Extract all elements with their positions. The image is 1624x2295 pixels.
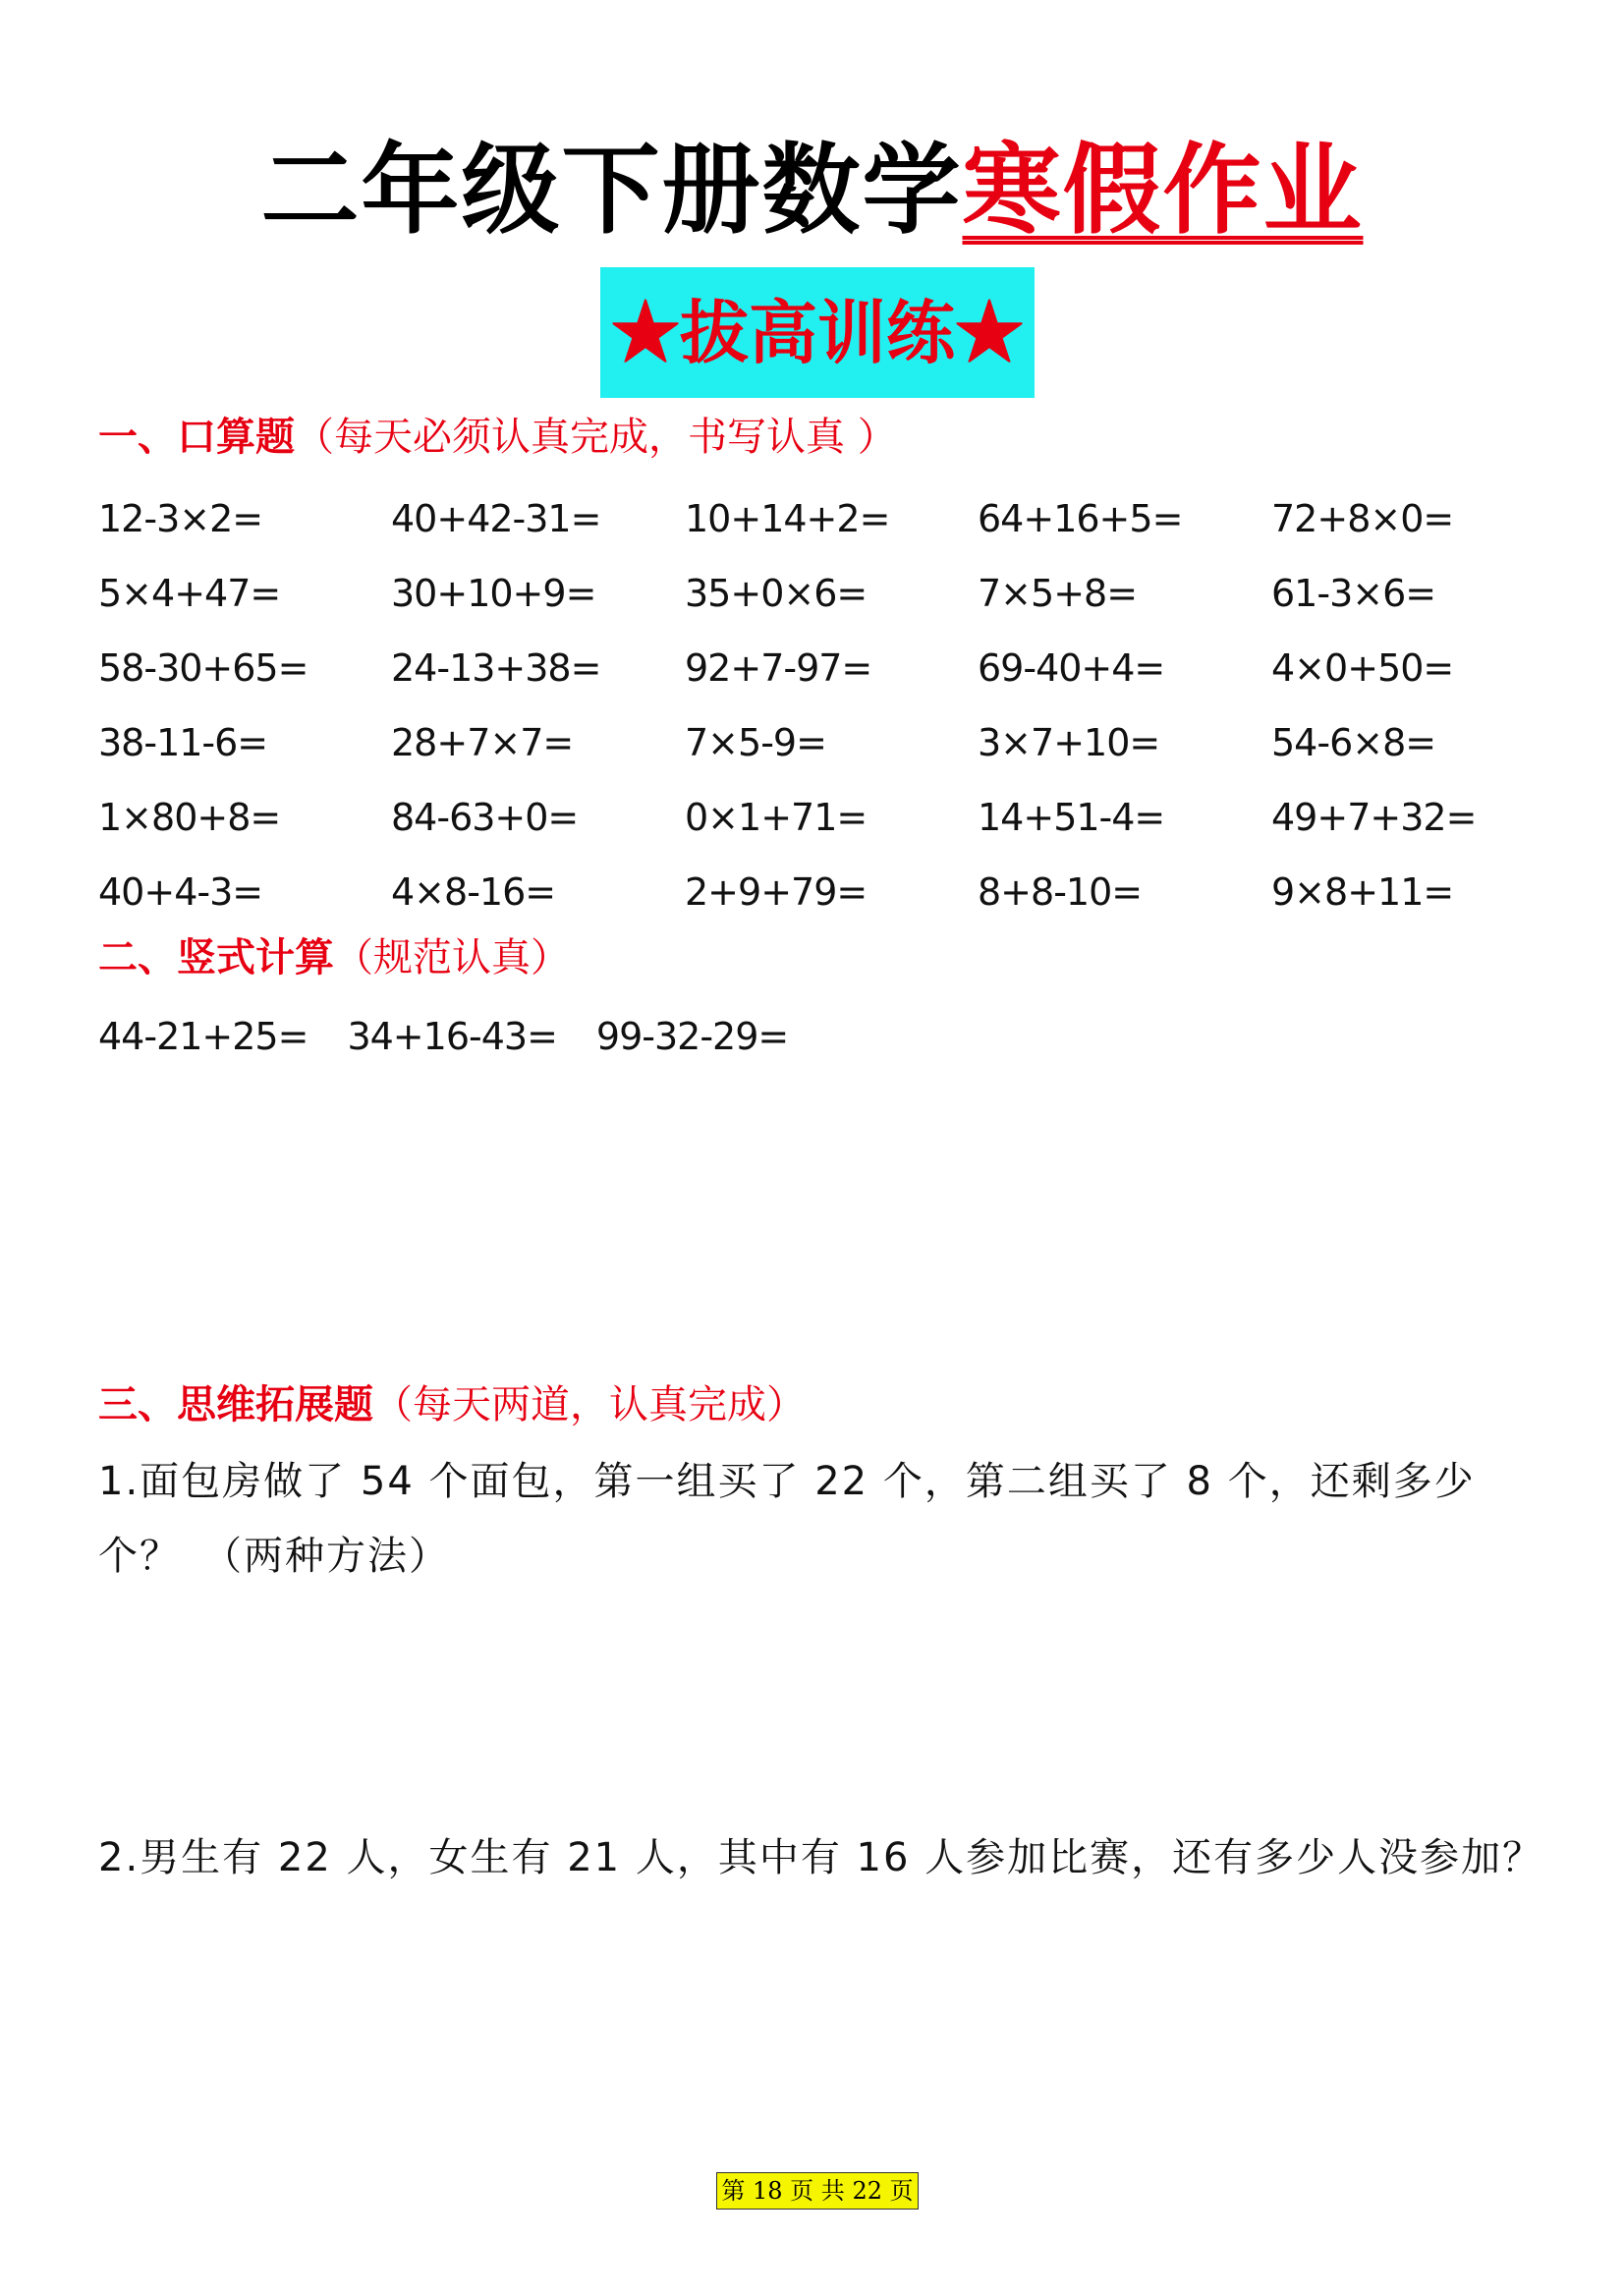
section-thinking-title: 三、思维拓展题: [98, 1381, 373, 1427]
oral-calc-item: 40+42-31=: [391, 497, 601, 540]
vertical-calc-item: 34+16-43=: [347, 1015, 557, 1058]
vertical-calc-item: 99-32-29=: [595, 1015, 789, 1058]
section-vertical-calc-heading: [98, 928, 570, 987]
title-main: 二年级下册数学: [260, 132, 963, 248]
footer-prefix: 第: [721, 2177, 753, 2205]
word-problem-1: 1.面包房做了 54 个面包，第一组买了 22 个，第二组买了 8 个，还剩多少个？ （两种方法）: [98, 1459, 1476, 1579]
oral-calc-item: 7×5+8=: [978, 572, 1138, 615]
oral-calc-item: 28+7×7=: [391, 721, 574, 764]
page-number-footer: [716, 2172, 919, 2210]
vertical-calc-row: [98, 1002, 788, 1071]
oral-calc-item: 64+16+5=: [978, 497, 1183, 540]
footer-suffix: 页: [881, 2177, 914, 2205]
oral-calc-item: 1×80+8=: [98, 796, 281, 839]
vertical-calc-item: 44-21+25=: [98, 1015, 308, 1058]
oral-calc-item: 61-3×6=: [1271, 572, 1436, 615]
oral-calc-item: 4×0+50=: [1271, 646, 1454, 690]
oral-calc-item: 35+0×6=: [685, 572, 868, 615]
title-highlight: 寒假作业: [962, 132, 1364, 248]
oral-calc-item: 7×5-9=: [685, 721, 826, 764]
section-vertical-calc-note: （规范认真）: [334, 935, 570, 980]
oral-calc-item: 3×7+10=: [978, 721, 1160, 764]
footer-total-pages: 22: [852, 2177, 882, 2205]
section-banner: ★拔高训练★: [600, 267, 1035, 398]
oral-calc-item: 2+9+79=: [685, 870, 868, 914]
oral-calc-item: 0×1+71=: [685, 796, 868, 839]
section-oral-calc-title: 一、口算题: [98, 414, 295, 460]
oral-calc-item: 24-13+38=: [391, 646, 601, 690]
oral-calc-item: 8+8-10=: [978, 870, 1143, 914]
page-title: [0, 126, 1624, 253]
oral-calc-item: 38-11-6=: [98, 721, 268, 764]
oral-calc-item: 92+7-97=: [685, 646, 872, 690]
oral-calc-grid: [98, 481, 1572, 929]
oral-calc-item: 54-6×8=: [1271, 721, 1436, 764]
oral-calc-item: 14+51-4=: [978, 796, 1165, 839]
word-problem-2: 2.男生有 22 人，女生有 21 人，其中有 16 人参加比赛，还有多少人没参加？: [98, 1835, 1544, 1880]
section-oral-calc-note: （每天必须认真完成，书写认真 ）: [295, 415, 897, 460]
section-thinking-heading: [98, 1375, 806, 1434]
oral-calc-item: 4×8-16=: [391, 870, 556, 914]
section-vertical-calc-title: 二、竖式计算: [98, 934, 334, 980]
oral-calc-item: 49+7+32=: [1271, 796, 1477, 839]
footer-mid: 页 共: [782, 2177, 853, 2205]
footer-current-page: 18: [753, 2177, 783, 2205]
oral-calc-item: 12-3×2=: [98, 497, 263, 540]
oral-calc-item: 10+14+2=: [685, 497, 890, 540]
section-thinking-note: （每天两道，认真完成）: [373, 1382, 806, 1427]
oral-calc-item: 84-63+0=: [391, 796, 579, 839]
section-oral-calc-heading: [98, 408, 897, 467]
oral-calc-item: 72+8×0=: [1271, 497, 1454, 540]
oral-calc-item: 9×8+11=: [1271, 870, 1454, 914]
oral-calc-item: 30+10+9=: [391, 572, 596, 615]
oral-calc-item: 69-40+4=: [978, 646, 1165, 690]
oral-calc-item: 40+4-3=: [98, 870, 263, 914]
oral-calc-item: 5×4+47=: [98, 572, 281, 615]
oral-calc-item: 58-30+65=: [98, 646, 308, 690]
